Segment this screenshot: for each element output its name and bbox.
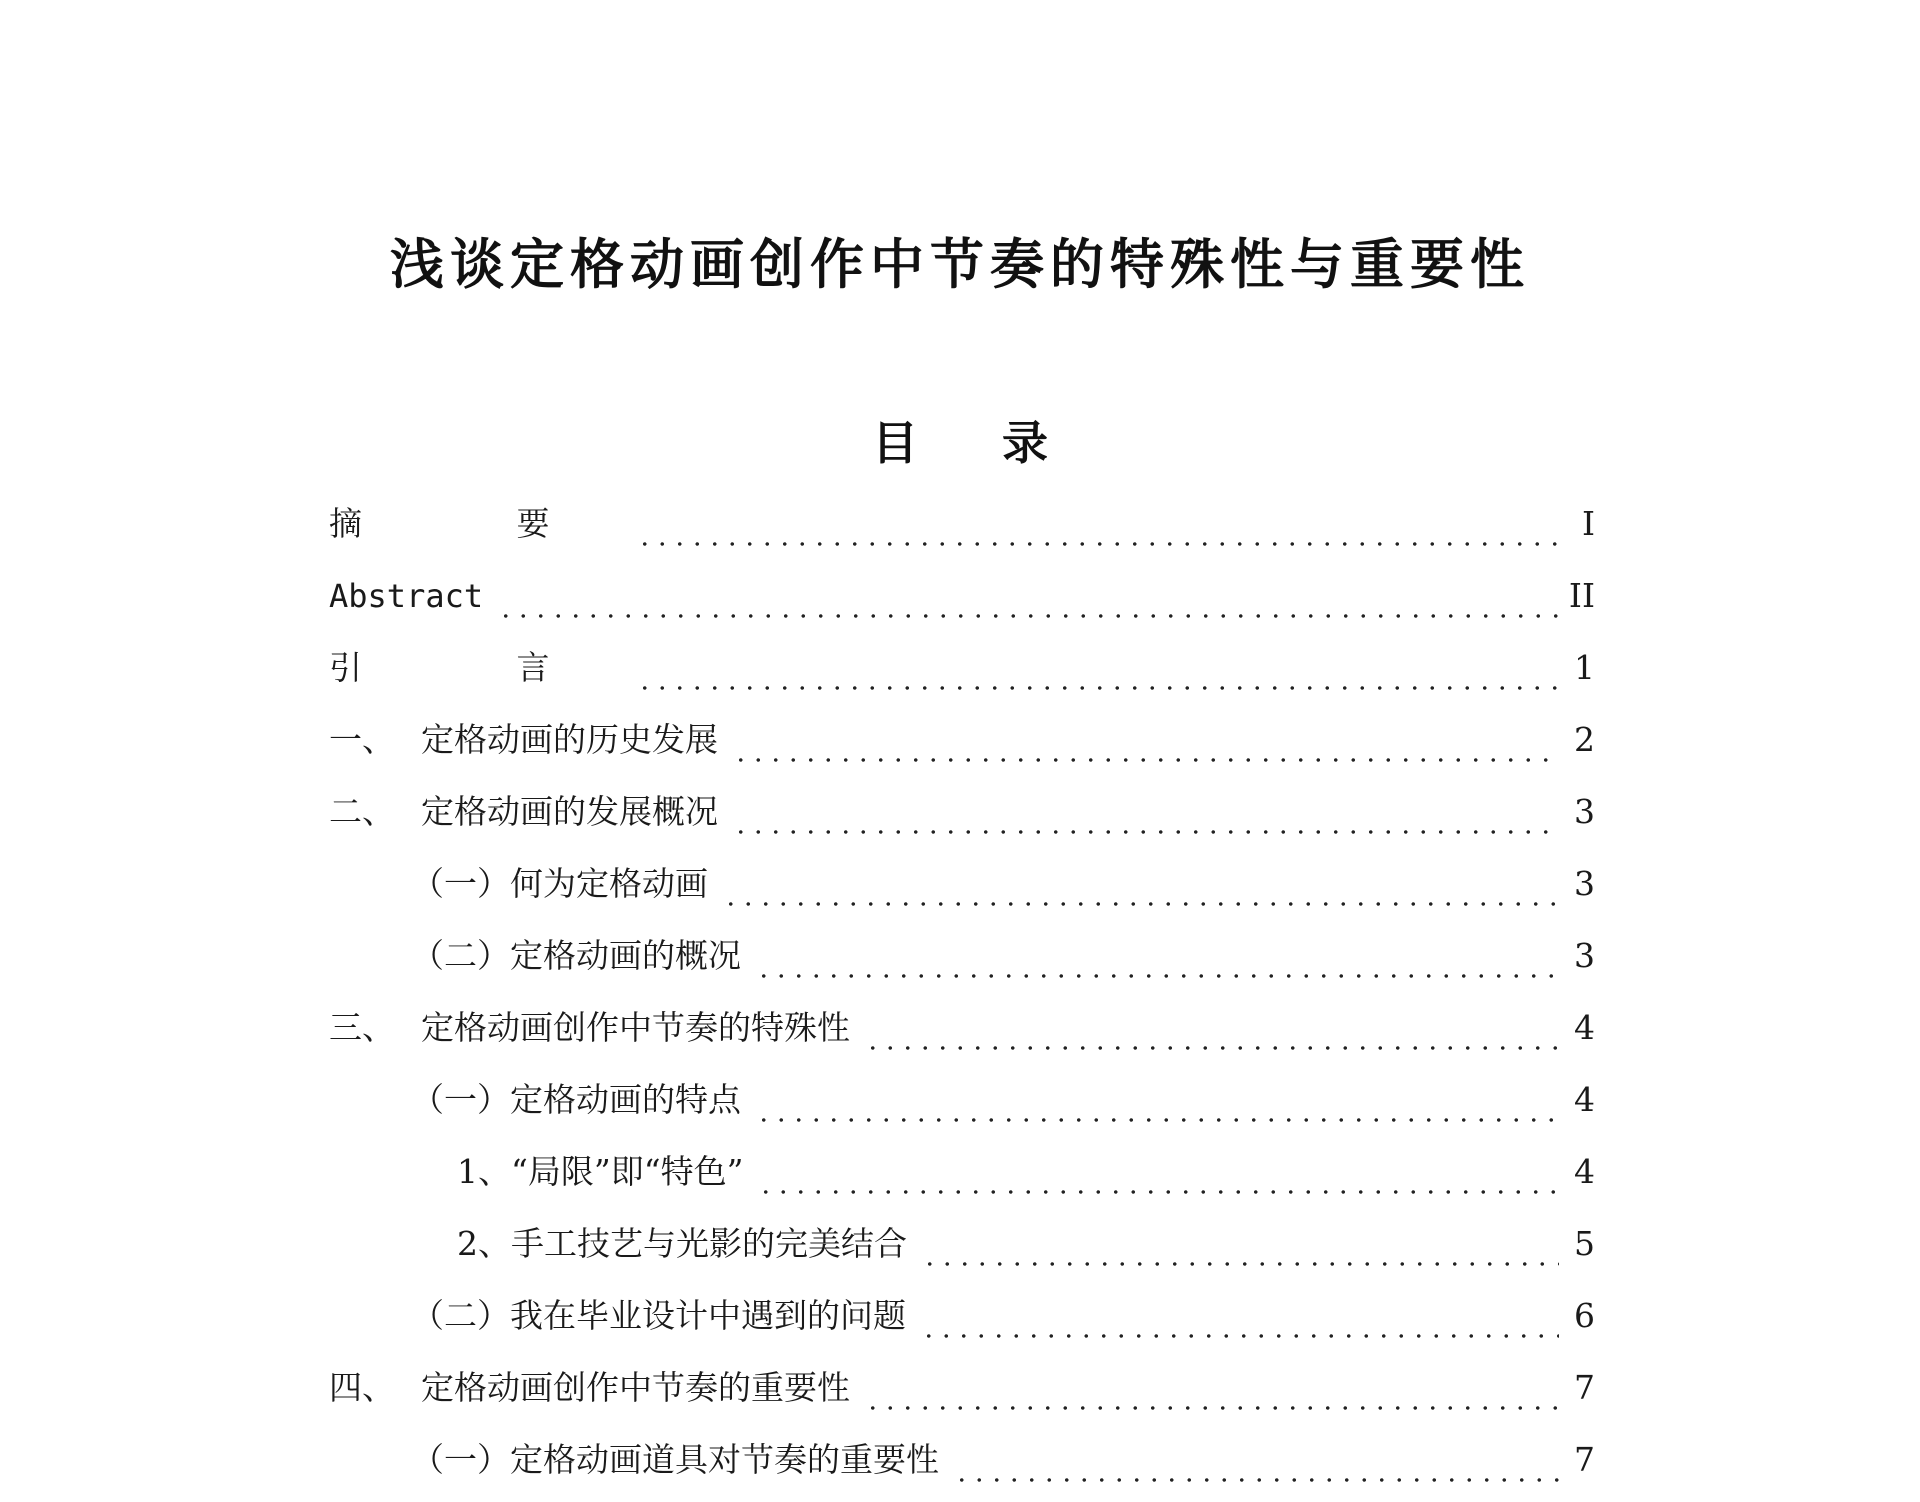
- toc-entry-chapter-1[interactable]: [329, 710, 1595, 782]
- toc-entry-chapter-4[interactable]: [329, 1358, 1595, 1430]
- toc-page-number: 4: [1574, 1008, 1595, 1047]
- toc-entry-label: （一）定格动画道具对节奏的重要性: [411, 1440, 939, 1479]
- dot-leader: [722, 902, 1559, 906]
- dot-leader: [636, 542, 1560, 546]
- dot-leader: [732, 758, 1559, 762]
- dot-leader: [757, 1190, 1559, 1194]
- toc-page-number: 1: [1574, 648, 1595, 687]
- toc-entry-section-3-1[interactable]: [329, 1070, 1595, 1142]
- toc-entry-label: （一）定格动画的特点: [411, 1080, 741, 1119]
- toc-entry-section-2-2[interactable]: [329, 926, 1595, 998]
- toc-chapter-number: 一、: [329, 720, 395, 759]
- toc-page-number: 4: [1574, 1152, 1595, 1191]
- dot-leader: [864, 1046, 1559, 1050]
- dot-leader: [864, 1406, 1559, 1410]
- toc-entry-label: （一）何为定格动画: [411, 864, 708, 903]
- dot-leader: [755, 974, 1559, 978]
- toc-entry-label: 三、 定格动画创作中节奏的特殊性: [329, 998, 850, 1058]
- toc-entry-label: 摘 要: [329, 504, 622, 543]
- toc-entry-section-4-1[interactable]: [329, 1430, 1595, 1502]
- toc-entry-introduction[interactable]: [329, 638, 1595, 710]
- toc-entry-label: 引 言: [329, 648, 622, 687]
- toc-page-number: 2: [1574, 720, 1595, 759]
- toc-entry-label: 1、“局限”即“特色”: [457, 1152, 744, 1191]
- toc-entry-subsection-3-1-1[interactable]: [329, 1142, 1595, 1214]
- dot-leader: [732, 830, 1559, 834]
- toc-entry-abstract-zh[interactable]: [329, 494, 1595, 566]
- table-of-contents: [329, 494, 1595, 1502]
- document-title: 浅谈定格动画创作中节奏的特殊性与重要性: [390, 232, 1530, 296]
- toc-page-number: 3: [1574, 936, 1595, 975]
- toc-entry-section-3-2[interactable]: [329, 1286, 1595, 1358]
- toc-page-number: 7: [1574, 1368, 1595, 1407]
- toc-page-number: II: [1568, 576, 1595, 615]
- toc-page-number: 4: [1574, 1080, 1595, 1119]
- toc-entry-label: （二）我在毕业设计中遇到的问题: [411, 1296, 906, 1335]
- dot-leader: [921, 1262, 1559, 1266]
- toc-heading: 目 录: [871, 416, 1082, 470]
- toc-entry-chapter-3[interactable]: [329, 998, 1595, 1070]
- toc-page-number: 5: [1574, 1224, 1595, 1263]
- toc-entry-label: 二、 定格动画的发展概况: [329, 782, 718, 842]
- dot-leader: [755, 1118, 1559, 1122]
- toc-entry-chapter-2[interactable]: [329, 782, 1595, 854]
- dot-leader: [497, 614, 1559, 618]
- dot-leader: [636, 686, 1560, 690]
- toc-entry-label: 2、手工技艺与光影的完美结合: [457, 1224, 907, 1263]
- toc-entry-label: 一、 定格动画的历史发展: [329, 710, 718, 770]
- toc-page-number: 6: [1574, 1296, 1595, 1335]
- toc-page-number: 3: [1574, 864, 1595, 903]
- toc-page-number: 3: [1574, 792, 1595, 831]
- toc-chapter-number: 四、: [329, 1368, 395, 1407]
- toc-page-number: I: [1581, 504, 1595, 543]
- toc-entry-label: Abstract: [329, 577, 484, 615]
- toc-entry-section-2-1[interactable]: [329, 854, 1595, 926]
- toc-entry-abstract-en[interactable]: [329, 566, 1595, 638]
- toc-page-number: 7: [1574, 1440, 1595, 1479]
- toc-entry-label: 四、 定格动画创作中节奏的重要性: [329, 1358, 850, 1418]
- toc-entry-label: （二）定格动画的概况: [411, 936, 741, 975]
- toc-chapter-number: 三、: [329, 1008, 395, 1047]
- toc-chapter-number: 二、: [329, 792, 395, 831]
- toc-entry-subsection-3-1-2[interactable]: [329, 1214, 1595, 1286]
- dot-leader: [953, 1478, 1559, 1482]
- dot-leader: [920, 1334, 1559, 1338]
